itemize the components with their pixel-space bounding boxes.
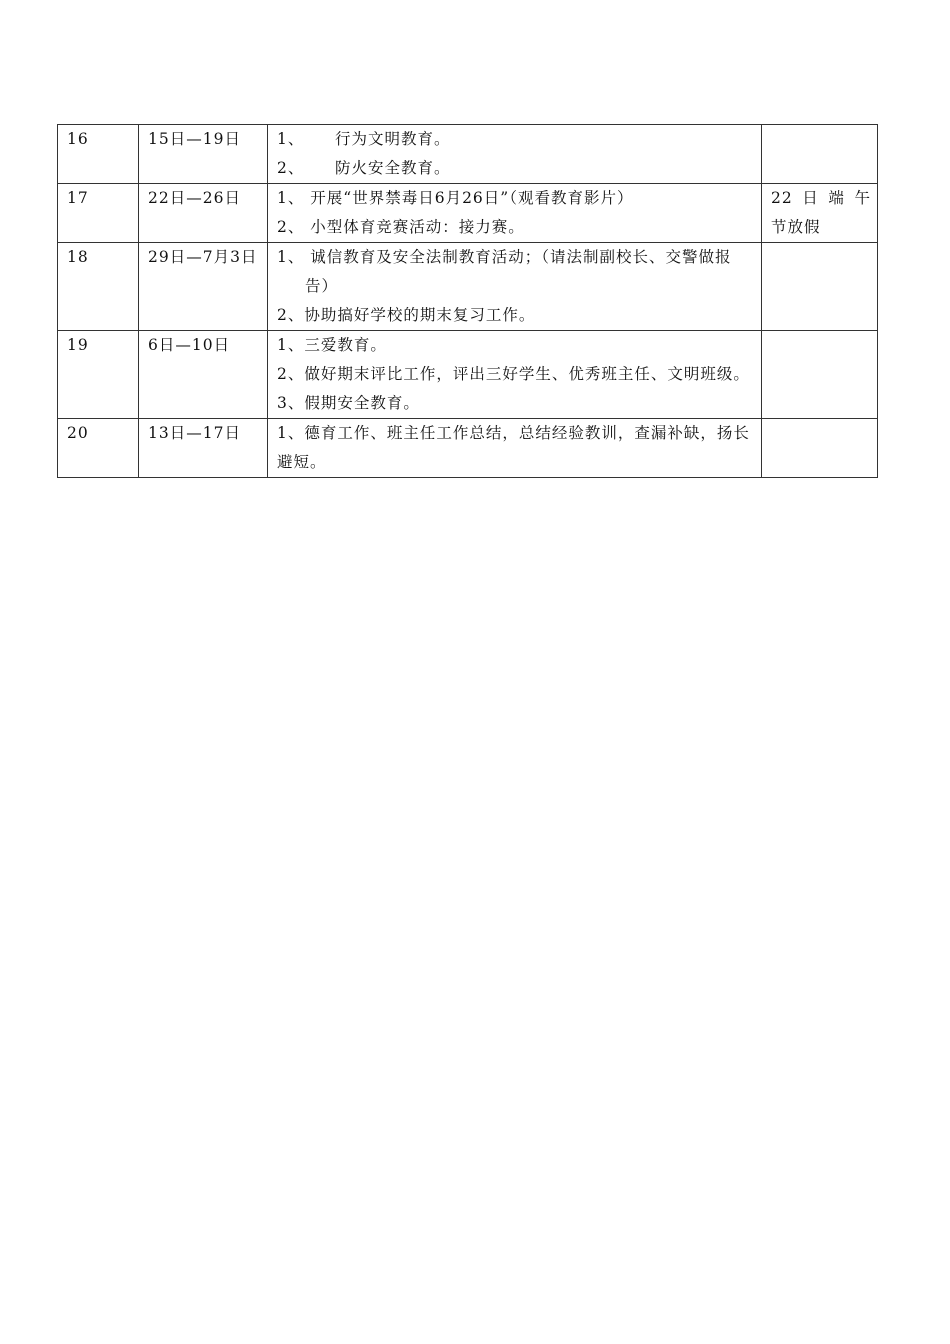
content-cell [268,125,762,184]
week-cell: 20 [58,419,139,478]
item-text: 行为文明教育。 [335,130,451,148]
content-item: 3、假期安全教育。 [277,394,420,412]
content-cell [268,243,762,331]
weekly-schedule-table [57,124,878,478]
week-cell: 17 [58,184,139,243]
content-item: 2、协助搞好学校的期末复习工作。 [277,306,536,324]
date-cell: 15日—19日 [139,125,268,184]
week-cell: 16 [58,125,139,184]
content-item [277,154,755,183]
content-cell [268,419,762,478]
note-cell [762,331,878,419]
content-cell [268,331,762,419]
content-item: 1、三爱教育。 [277,336,387,354]
date-cell: 6日—10日 [139,331,268,419]
table-row [58,331,878,419]
note-text: 节放假 [771,218,821,236]
note-cell [762,243,878,331]
date-cell: 13日—17日 [139,419,268,478]
table-row [58,125,878,184]
date-cell: 29日—7月3日 [139,243,268,331]
week-cell: 19 [58,331,139,419]
content-item: 2、 小型体育竞赛活动：接力赛。 [277,218,525,236]
content-item: 1、德育工作、班主任工作总结，总结经验教训，查漏补缺，扬长避短。 [277,424,750,471]
week-cell: 18 [58,243,139,331]
item-text: 防火安全教育。 [335,159,451,177]
content-item [277,125,755,154]
note-cell [762,184,878,243]
table-row [58,184,878,243]
note-cell [762,419,878,478]
date-cell: 22日—26日 [139,184,268,243]
table-row [58,419,878,478]
content-item: 2、做好期末评比工作，评出三好学生、优秀班主任、文明班级。 [277,365,750,383]
table-row [58,243,878,331]
item-number: 1、 [277,130,305,148]
content-item: 1、 诚信教育及安全法制教育活动；（请法制副校长、交警做报告） [277,248,732,295]
note-text: 22日端午 [771,189,871,207]
item-number: 2、 [277,159,305,177]
content-item: 1、 开展“世界禁毒日6月26日”（观看教育影片） [277,189,634,207]
content-cell [268,184,762,243]
note-cell [762,125,878,184]
